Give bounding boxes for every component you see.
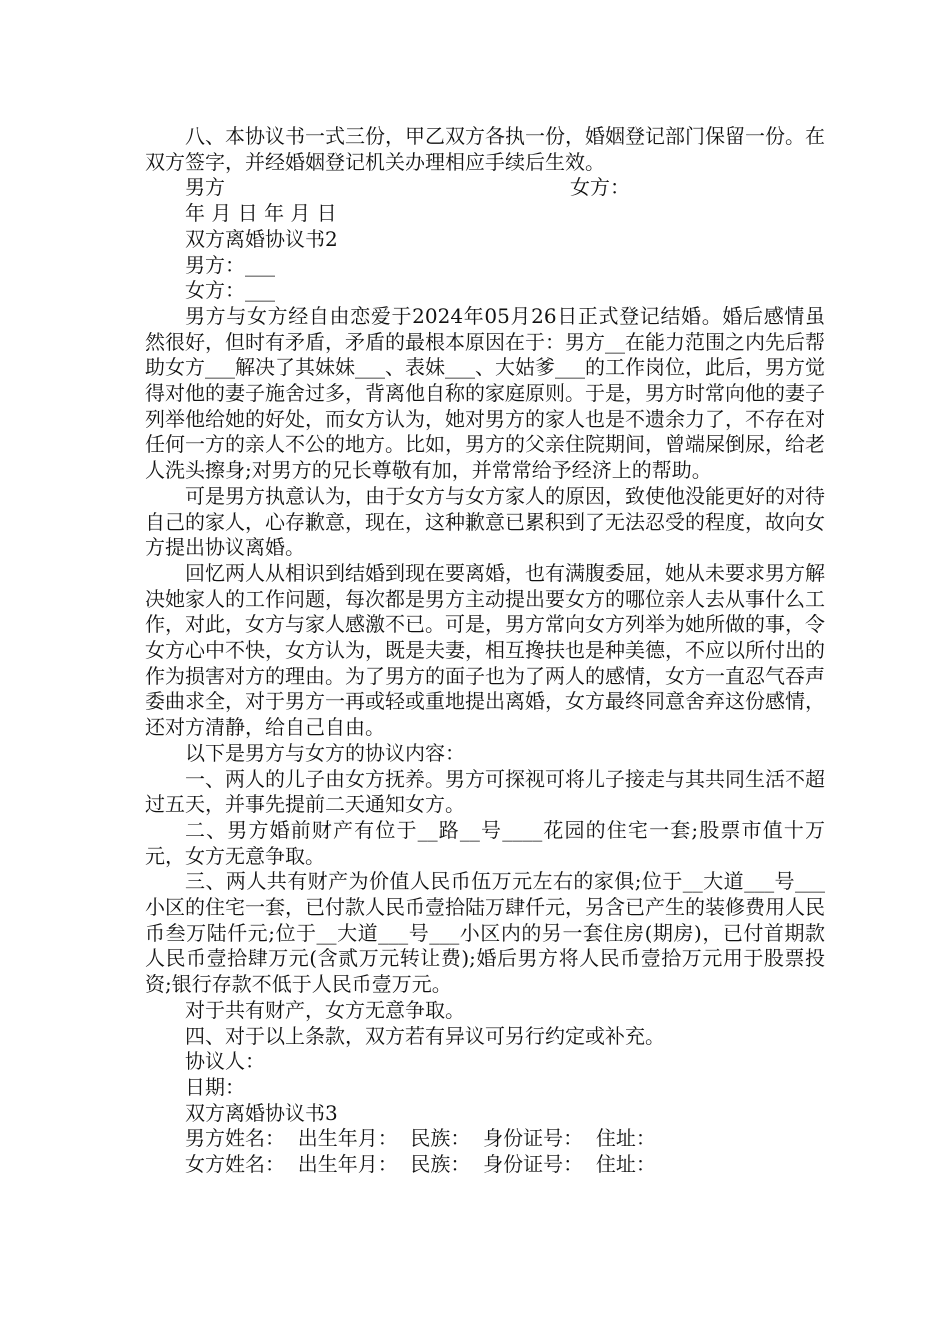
agreement-intro-paragraph: 以下是男方与女方的协议内容： [185,740,465,765]
male-reason-paragraph: 可是男方执意认为，由于女方与女方家人的原因，致使他没能更好的对待自己的家人，心存歉意，现在，这种歉意已累积到了无法忍受的程度，故向女方提出协议离婚。 [145,483,825,560]
clause-one-paragraph: 一、两人的儿子由女方抚养。男方可探视可将儿子接走与其共同生活不超过五天，并事先提前二天通知女方。 [145,766,825,817]
date-line: 年 月 日 年 月 日 [185,201,337,226]
agreement-2-title: 双方离婚协议书2 [185,226,338,251]
clause-eight-paragraph: 八、本协议书一式三份，甲乙双方各执一份，婚姻登记部门保留一份。在双方签字，并经婚姻登记机关办理相应手续后生效。 [145,124,825,174]
background-paragraph: 男方与女方经自由恋爱于2024年05月26日正式登记结婚。婚后感情虽然很好，但时有矛盾，矛盾的最根本原因在于：男方__在能力范围之内先后帮助女方___解决了其妹妹___、表妹___、大姑爹___的工作岗位，此后，男方觉得对他的妻子施舍过多，背离他自称的家庭原则。于是，男方时常向他的妻子列举他给她的好处，而女方认为，她对男方的家人也是不遗余力了，不存在对任何一方的亲人不公的地方。比如，男方的父亲住院期间，曾端屎倒尿，给老人洗头擦身;对男方的兄长尊敬有加，并常常给予经济上的帮助。 [145,303,825,483]
female-recollection-paragraph: 回忆两人从相识到结婚到现在要离婚，也有满腹委屈，她从未要求男方解决她家人的工作问题，每次都是男方主动提出要女方的哪位亲人去从事什么工作，对此，女方与家人感激不已。可是，男方常向女方列举为她所做的事，令女方心中不快，女方认为，既是夫妻，相互搀扶也是种美德，不应以所付出的作为损害对方的理由。为了男方的面子也为了两人的感情，女方一直忍气吞声委曲求全，对于男方一再或轻或重地提出离婚，女方最终同意舍弃这份感情，还对方清静，给自己自由。 [145,560,825,740]
clause-two-paragraph: 二、男方婚前财产有位于__路__号____花园的住宅一套;股票市值十万元，女方无意争取。 [145,817,825,868]
male-party-line: 男方：___ [185,252,275,277]
clause-three-paragraph: 三、两人共有财产为价值人民币伍万元左右的家俱;位于__大道___号___小区的住宅一套，已付款人民币壹拾陆万肆仟元，另含已产生的装修费用人民币叁万陆仟元;位于__大道___号___小区内的另一套住房(期房)，已付首期款人民币壹拾肆万元(含贰万元转让费);婚后男方将人民币壹拾万元用于股票投资;银行存款不低于人民币壹万元。 [145,869,825,997]
female-signature-label: 女方： [570,175,630,200]
date-label-line: 日期： [185,1075,245,1099]
document-page [145,124,825,1178]
female-party-line: 女方：___ [185,278,275,303]
shared-property-paragraph: 对于共有财产，女方无意争取。 [185,997,465,1022]
agreement-3-title: 双方离婚协议书3 [185,1100,338,1125]
male-signature-label: 男方 [185,175,225,200]
male-info-line: 男方姓名： 出生年月： 民族： 身份证号： 住址： [185,1126,656,1151]
signature-row [145,175,825,201]
signer-line: 协议人： [185,1049,265,1074]
female-info-line: 女方姓名： 出生年月： 民族： 身份证号： 住址： [185,1152,656,1177]
clause-four-paragraph: 四、对于以上条款，双方若有异议可另行约定或补充。 [185,1023,665,1048]
